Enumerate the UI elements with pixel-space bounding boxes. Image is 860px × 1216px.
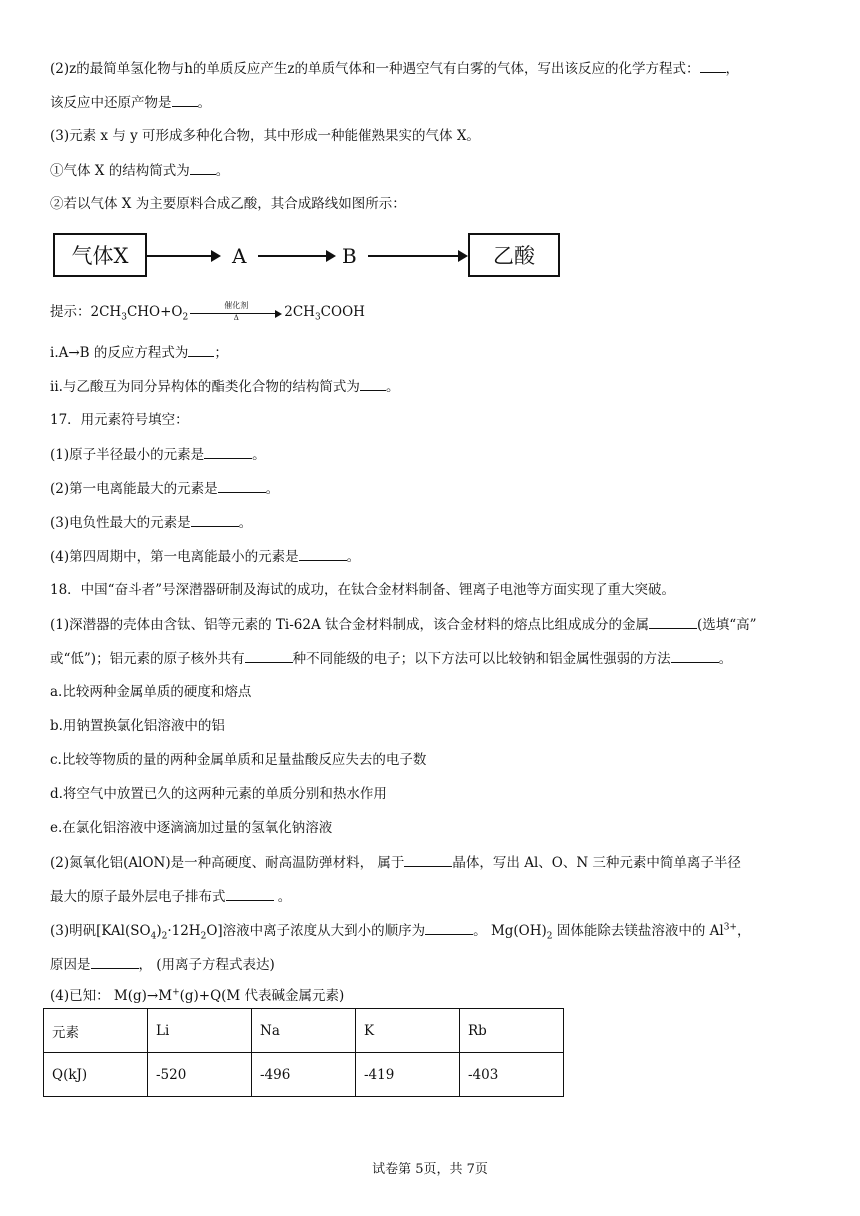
answer-blank[interactable]	[204, 444, 252, 459]
table-cell: K	[356, 1009, 460, 1053]
answer-blank[interactable]	[172, 92, 198, 107]
answer-blank[interactable]	[91, 954, 139, 969]
answer-blank[interactable]	[360, 376, 386, 391]
option-a: a.比较两种金属单质的硬度和熔点	[50, 684, 252, 700]
q18-part4: (4)已知： M(g)→M+(g)+Q(M 代表碱金属元素)	[50, 987, 345, 1004]
answer-blank[interactable]	[245, 648, 293, 663]
route-arrow-2	[258, 255, 334, 257]
answer-blank[interactable]	[191, 512, 239, 527]
table-cell: -419	[356, 1053, 460, 1097]
answer-blank[interactable]	[671, 648, 719, 663]
q17-part1: (1)原子半径最小的元素是 。	[50, 444, 266, 465]
q18-part1: (1)深潜器的壳体由含钛、铝等元素的 Ti-62A 钛合金材料制成，该合金材料的熔点比组成成分的金属 (选填“高”	[50, 614, 757, 635]
reaction-arrow	[190, 300, 282, 323]
table-cell: -520	[148, 1053, 252, 1097]
table-row	[44, 1053, 564, 1097]
answer-blank[interactable]	[190, 160, 216, 175]
option-c: c.比较等物质的量的两种金属单质和足量盐酸反应失去的电子数	[50, 752, 427, 768]
answer-blank[interactable]	[299, 546, 347, 561]
option-d: d.将空气中放置已久的这两种元素的单质分别和热水作用	[50, 786, 387, 802]
route-arrow-1	[147, 255, 219, 257]
table-cell: -403	[460, 1053, 564, 1097]
q16-part2-text: (2)z的最简单氢化物与h的单质反应产生z的单质气体和一种遇空气有白雾的气体，写出该反应的化学方程式： ，	[50, 58, 739, 79]
option-b: b.用钠置换氯化铝溶液中的铝	[50, 718, 225, 734]
start-box-gas-x: 气体X	[53, 233, 147, 277]
page-footer: 试卷第 5页，共 7页	[372, 1162, 488, 1177]
hint-equation: 提示：$2CH_3CHO+O_2$ 催化剂 Δ $2CH_3COOH$	[50, 300, 365, 323]
q16-part2-text-cont: 该反应中还原产物是 。	[50, 92, 211, 113]
end-box-acetic-acid: 乙酸	[468, 233, 560, 277]
table-cell: Na	[252, 1009, 356, 1053]
q17-title: 17．用元素符号填空：	[50, 412, 189, 428]
q16-sub-i: i.A→B 的反应方程式为 ；	[50, 342, 228, 363]
node-a: A	[232, 244, 247, 268]
heat-label: Δ	[233, 313, 239, 322]
ionization-energy-table	[43, 1008, 564, 1097]
q18-title: 18．中国“奋斗者”号深潜器研制及海试的成功，在钛合金材料制备、锂离子电池等方面实现了重大突破。	[50, 582, 675, 598]
answer-blank[interactable]	[700, 58, 726, 73]
answer-blank[interactable]	[649, 614, 697, 629]
q17-part2: (2)第一电离能最大的元素是 。	[50, 478, 279, 499]
q18-part1-cont: 或“低”)；铝元素的原子核外共有 种不同能级的电子；以下方法可以比较钠和铝金属性强弱的方法 。	[50, 648, 732, 669]
q17-part3: (3)电负性最大的元素是 。	[50, 512, 252, 533]
answer-blank[interactable]	[218, 478, 266, 493]
q16-part3-text: (3)元素 x 与 y 可形成多种化合物，其中形成一种能催熟果实的气体 X。	[50, 128, 480, 144]
table-cell: -496	[252, 1053, 356, 1097]
catalyst-label: 催化剂	[224, 300, 249, 310]
q16-part3-sub2: ②若以气体 X 为主要原料合成乙酸，其合成路线如图所示：	[50, 196, 406, 212]
answer-blank[interactable]	[188, 342, 214, 357]
table-cell: Li	[148, 1009, 252, 1053]
q16-sub-ii: ii.与乙酸互为同分异构体的酯类化合物的结构简式为 。	[50, 376, 399, 397]
table-cell: Q(kJ)	[44, 1053, 148, 1097]
node-b: B	[342, 244, 357, 268]
answer-blank[interactable]	[226, 886, 274, 901]
q18-part3-cont: 原因是 ， (用离子方程式表达)	[50, 954, 275, 975]
table-cell: 元素	[44, 1009, 148, 1053]
route-arrow-3	[368, 255, 466, 257]
answer-blank[interactable]	[404, 852, 452, 867]
table-header-row	[44, 1009, 564, 1053]
q18-part2-cont: 最大的原子最外层电子排布式 。	[50, 886, 291, 907]
q16-part3-sub1: ①气体 X 的结构简式为 。	[50, 160, 229, 181]
table-cell: Rb	[460, 1009, 564, 1053]
q17-part4: (4)第四周期中，第一电离能最小的元素是 。	[50, 546, 360, 567]
q18-part2: (2)氮氧化铝(AlON)是一种高硬度、耐高温防弹材料， 属于 晶体，写出 Al、O、N 三种元素中简单离子半径	[50, 852, 741, 873]
q18-part3: (3)明矾$[KAl(SO_4)_2\cdot 12H_2O]$溶液中离子浓度从大到小的顺序为 。 $Mg(OH)_2$ 固体能除去镁盐溶液中的 $Al^{3+}$，	[50, 920, 750, 941]
answer-blank[interactable]	[425, 920, 473, 935]
option-e: e.在氯化铝溶液中逐滴滴加过量的氢氧化钠溶液	[50, 820, 333, 836]
